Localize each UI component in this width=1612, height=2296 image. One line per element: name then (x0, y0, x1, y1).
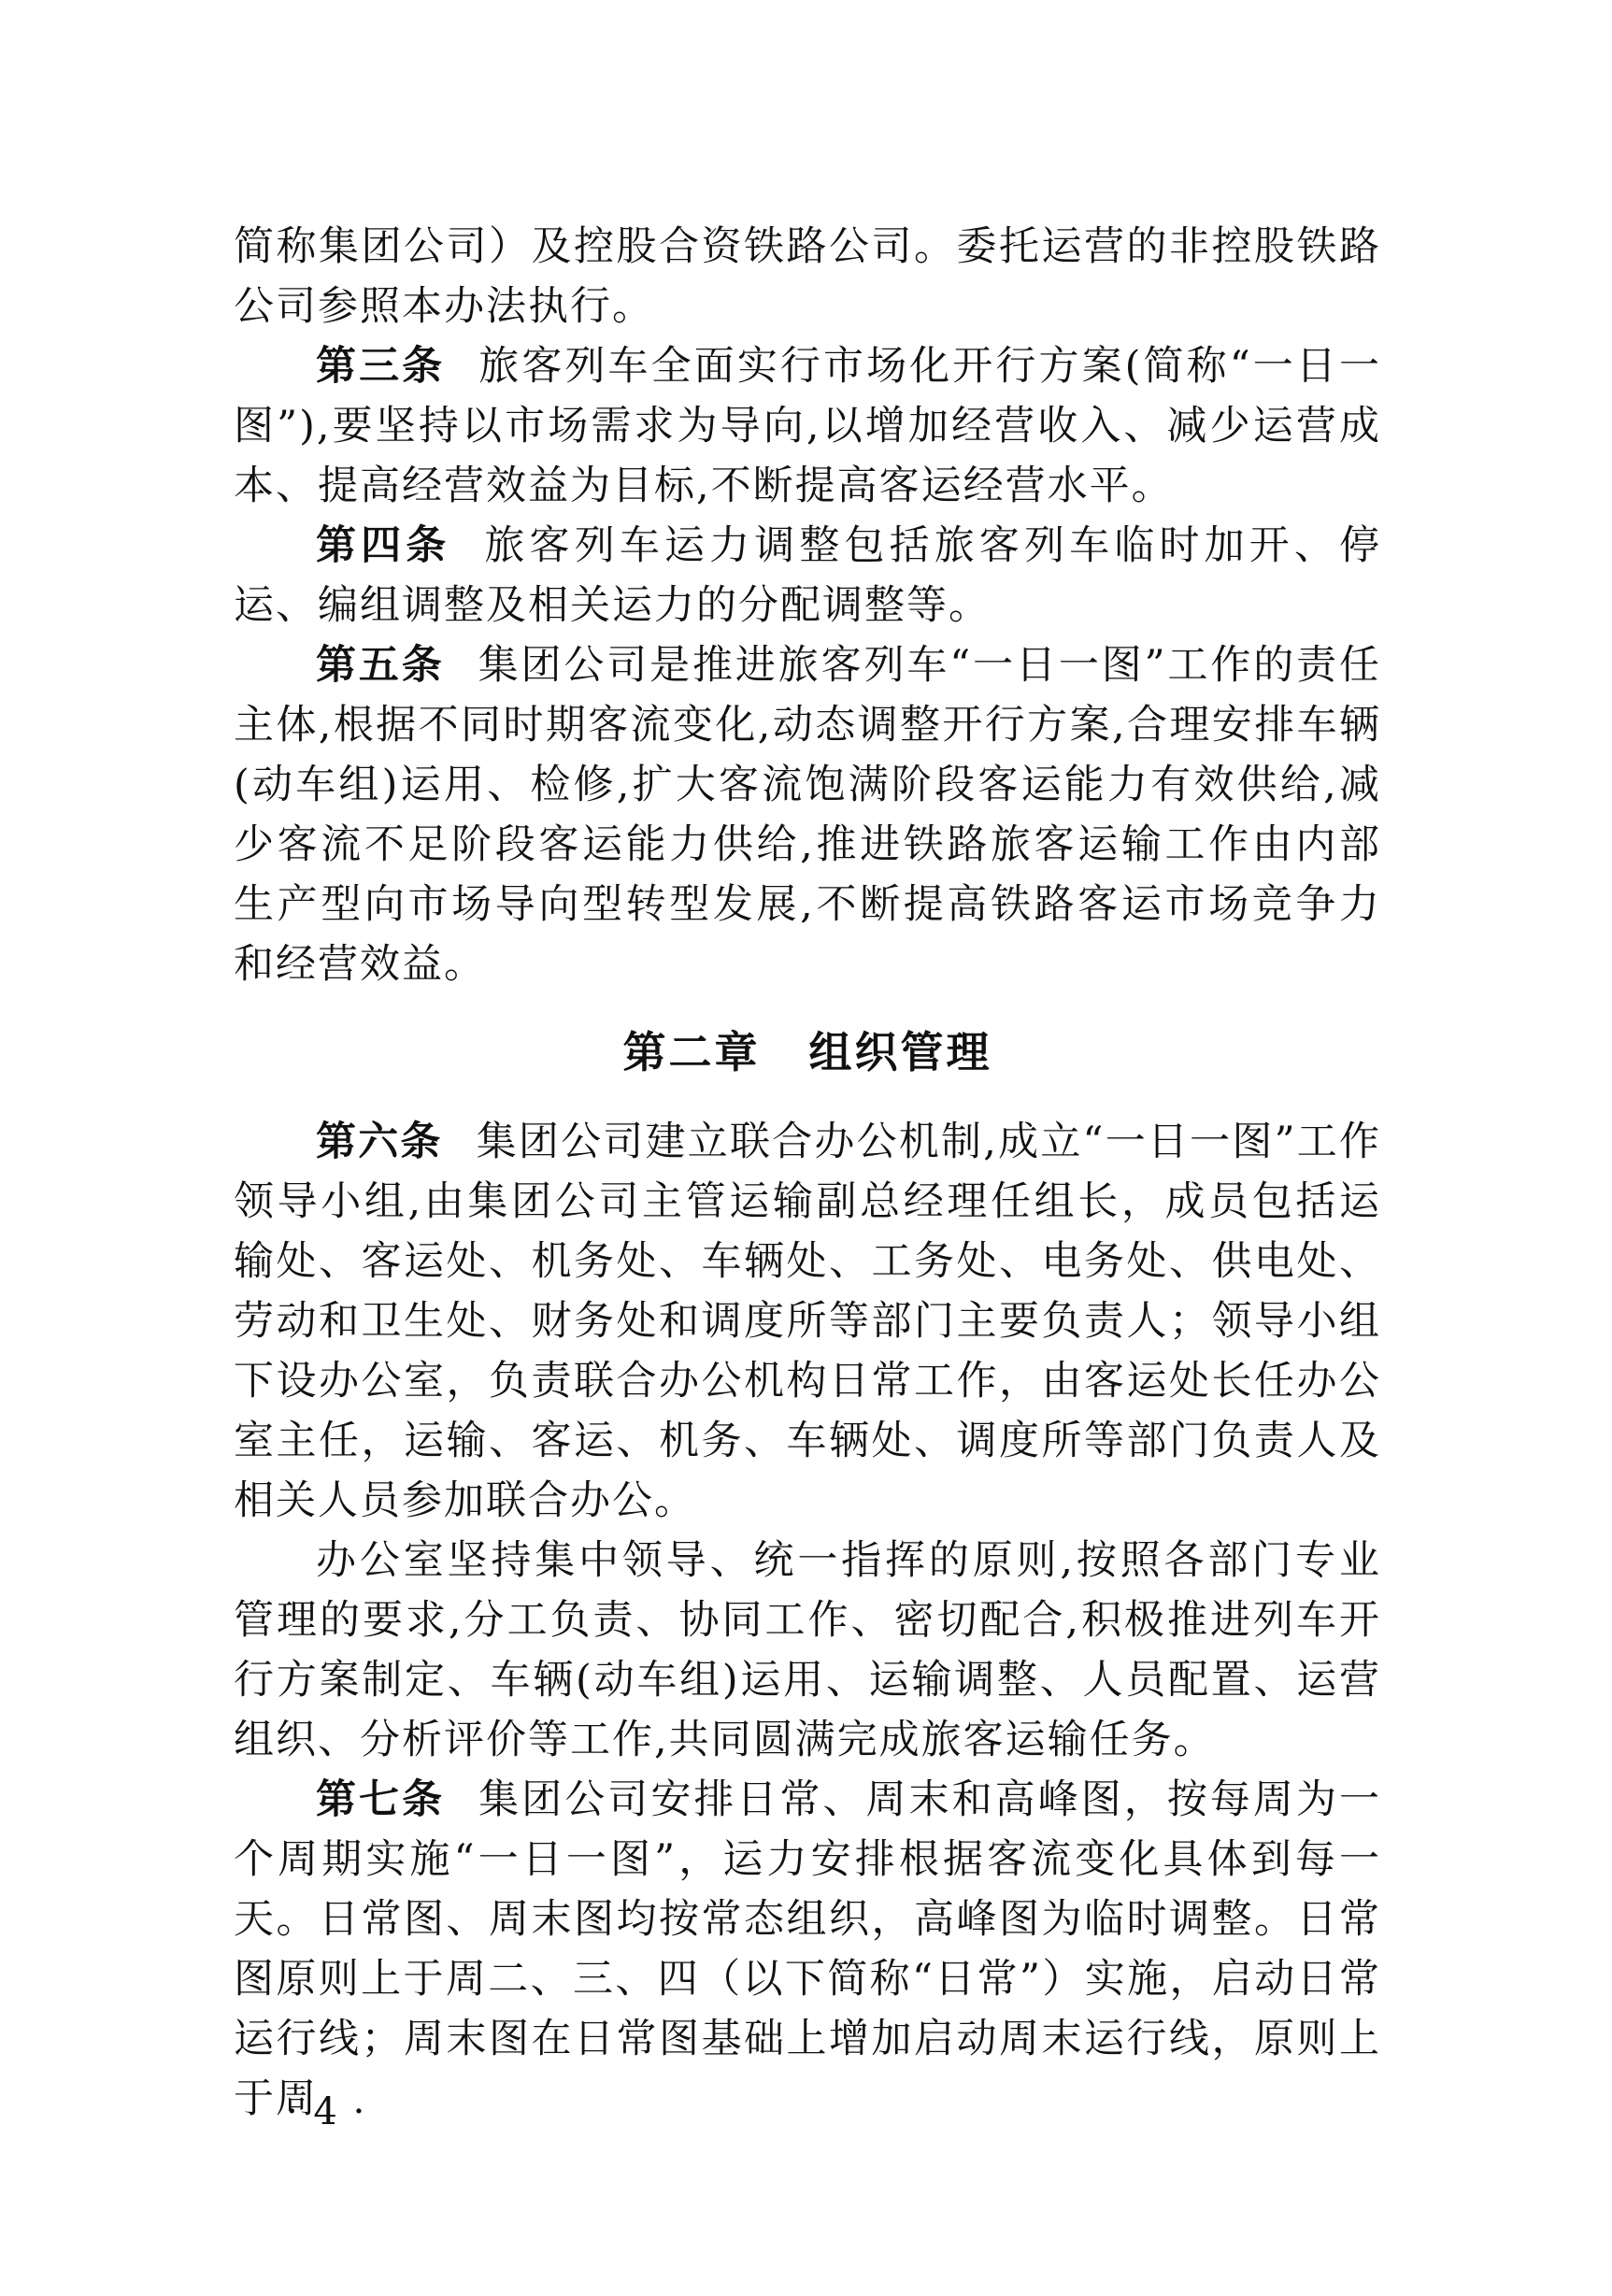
article-5 (234, 635, 1381, 994)
article-7-text: 集团公司安排日常、周末和高峰图，按每周为一个周期实施“一日一图”，运力安排根据客流变化具体到每一天。日常图、周末图均按常态组织，高峰图为临时调整。日常图原则上于周二、三、四（以下简称“日常”）实施，启动日常运行线；周末图在日常图基础上增加启动周末运行线，原则上于周 (234, 1776, 1382, 2122)
article-3-text: 旅客列车全面实行市场化开行方案(简称“一日一图”),要坚持以市场需求为导向,以增加经营收入、减少运营成本、提高经营效益为目标,不断提高客运经营水平。 (234, 343, 1381, 509)
article-7 (234, 1770, 1381, 2129)
article-6-continuation: 办公室坚持集中领导、统一指挥的原则,按照各部门专业管理的要求,分工负责、协同工作、密切配合,积极推进列车开行方案制定、车辆(动车组)运用、运输调整、人员配置、运营组织、分析评价等工作,共同圆满完成旅客运输任务。 (234, 1537, 1381, 1763)
article-7-label: 第七条 (316, 1776, 446, 1823)
article-4-text: 旅客列车运力调整包括旅客列车临时加开、停运、编组调整及相关运力的分配调整等。 (234, 522, 1382, 629)
chapter-title: 组织管理 (808, 1027, 992, 1077)
page-number: · 4 · (286, 2090, 367, 2133)
article-5-text: 集团公司是推进旅客列车“一日一图”工作的责任主体,根据不同时期客流变化,动态调整开行方案,合理安排车辆(动车组)运用、检修,扩大客流饱满阶段客运能力有效供给,减少客流不足阶段客运能力供给,推进铁路旅客运输工作由内部生产型向市场导向型转型发展,不断提高铁路客运市场竞争力和经营效益。 (234, 642, 1382, 988)
paragraph-continuation: 简称集团公司）及控股合资铁路公司。委托运营的非控股铁路公司参照本办法执行。 (234, 223, 1381, 330)
article-6 (234, 1112, 1381, 1531)
article-4 (234, 516, 1381, 635)
article-3-label: 第三条 (316, 343, 446, 390)
article-3 (234, 336, 1381, 516)
article-6-label: 第六条 (316, 1119, 443, 1165)
chapter-number: 第二章 (622, 1027, 761, 1077)
article-5-label: 第五条 (316, 642, 445, 689)
article-4-label: 第四条 (316, 522, 451, 569)
article-6-text: 集团公司建立联合办公机制,成立“一日一图”工作领导小组,由集团公司主管运输副总经理任组长，成员包括运输处、客运处、机务处、车辆处、工务处、电务处、供电处、劳动和卫生处、财务处和调度所等部门主要负责人；领导小组下设办公室，负责联合办公机构日常工作，由客运处长任办公室主任，运输、客运、机务、车辆处、调度所等部门负责人及相关人员参加联合办公。 (234, 1119, 1382, 1524)
document-body (234, 217, 1381, 2129)
chapter-heading (234, 1015, 1381, 1090)
